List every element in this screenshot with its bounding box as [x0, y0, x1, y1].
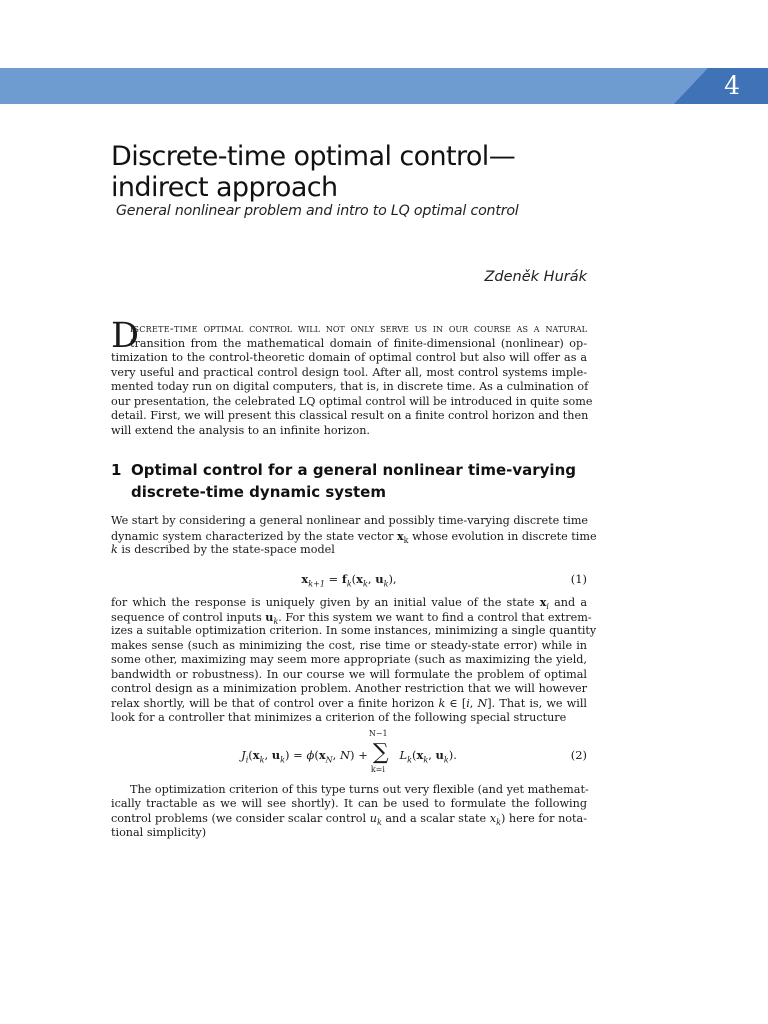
intro-line-4: very useful and practical control design tool. After all, most control systems imple- — [111, 366, 587, 379]
chapter-title-line-1: Discrete-time optimal control— — [111, 141, 516, 172]
section-title-line-1: Optimal control for a general nonlinear time-varying — [131, 461, 576, 479]
chapter-header-band — [0, 68, 768, 104]
chapter-subtitle: General nonlinear problem and intro to LQ optimal control — [116, 203, 519, 219]
author-name: Zdeněk Hurák — [484, 269, 587, 285]
para1-line-2: dynamic system characterized by the state vector $x_k$ whose evolution in discrete time — [111, 529, 597, 546]
para2-line-5: some other, maximizing may seem more appropriate (such as maximizing the yield, — [111, 653, 587, 666]
section-number: 1 — [111, 461, 122, 479]
equation-1-body: $x_{k+1} = f_k(x_k$, $u_k$), — [301, 572, 397, 589]
para2-line-1: for which the response is uniquely given by an initial value of the state $x_i$ and a — [111, 595, 587, 612]
section-heading — [111, 459, 591, 503]
para2-line-2: sequence of control inputs $u_k$. For this system we want to find a control that extrem- — [111, 610, 592, 627]
para2-line-3: izes a suitable optimization criterion. In some instances, minimizing a single quantity — [111, 624, 597, 637]
chapter-title — [111, 141, 671, 203]
intro-line-2: transition from the mathematical domain of finite-dimensional (nonlinear) op- — [130, 337, 587, 350]
para2-line-7: control design as a minimization problem. Another restriction that we will however — [111, 682, 587, 695]
para1-line-1: We start by considering a general nonlinear and possibly time-varying discrete time — [111, 514, 589, 527]
equation-2-number: (2) — [570, 748, 587, 762]
para2-line-8: relax shortly, will be that of control over a finite horizon k ∈ [i, N]. That is, we will — [111, 697, 587, 710]
section-title-line-2: discrete-time dynamic system — [131, 483, 386, 501]
para3-line-2: ically tractable as we will see shortly). It can be used to formulate the following — [111, 797, 587, 810]
intro-line-1: iscrete-time optimal control will not only serve us in our course as a natural — [130, 322, 587, 335]
intro-line-5: mented today run on digital computers, that is, in discrete time. As a culmination of — [111, 380, 589, 393]
chapter-title-line-2: indirect approach — [111, 172, 338, 203]
summation-operator: N−1 ∑ k=i — [368, 729, 389, 774]
para3-line-4: tional simplicity) — [111, 826, 207, 839]
intro-line-7: detail. First, we will present this classical result on a finite control horizon and then — [111, 409, 589, 422]
para1-line-3: k is described by the state-space model — [111, 543, 335, 556]
para3-line-3: control problems (we consider scalar control $u_k$ and a scalar state $x_k$) here for nota- — [111, 812, 587, 828]
intro-line-3: timization to the control-theoretic domain of optimal control but also will offer as a — [111, 351, 587, 364]
chapter-number: 4 — [724, 71, 740, 100]
para2-line-4: makes sense (such as minimizing the cost, rise time or steady-state error) while in — [111, 639, 587, 652]
equation-1 — [111, 572, 587, 592]
equation-2 — [111, 729, 587, 774]
intro-line-8: will extend the analysis to an infinite horizon. — [111, 424, 370, 437]
para2-line-9: look for a controller that minimizes a criterion of the following special structure — [111, 711, 567, 724]
equation-2-body: $J_i(x_k$, $u_k) = \phi(x_N$, N) + N−1 ∑ k=i $L_k(x_k$, $u_k$). — [241, 729, 457, 774]
para3-line-1: The optimization criterion of this type turns out very flexible (and yet mathemat- — [130, 783, 589, 796]
drop-cap-letter: D — [111, 316, 140, 356]
equation-1-number: (1) — [570, 572, 587, 586]
para2-line-6: bandwidth or robustness). In our course we will formulate the problem of optimal — [111, 668, 587, 681]
intro-line-6: our presentation, the celebrated LQ optimal control will be introduced in quite some — [111, 395, 593, 408]
